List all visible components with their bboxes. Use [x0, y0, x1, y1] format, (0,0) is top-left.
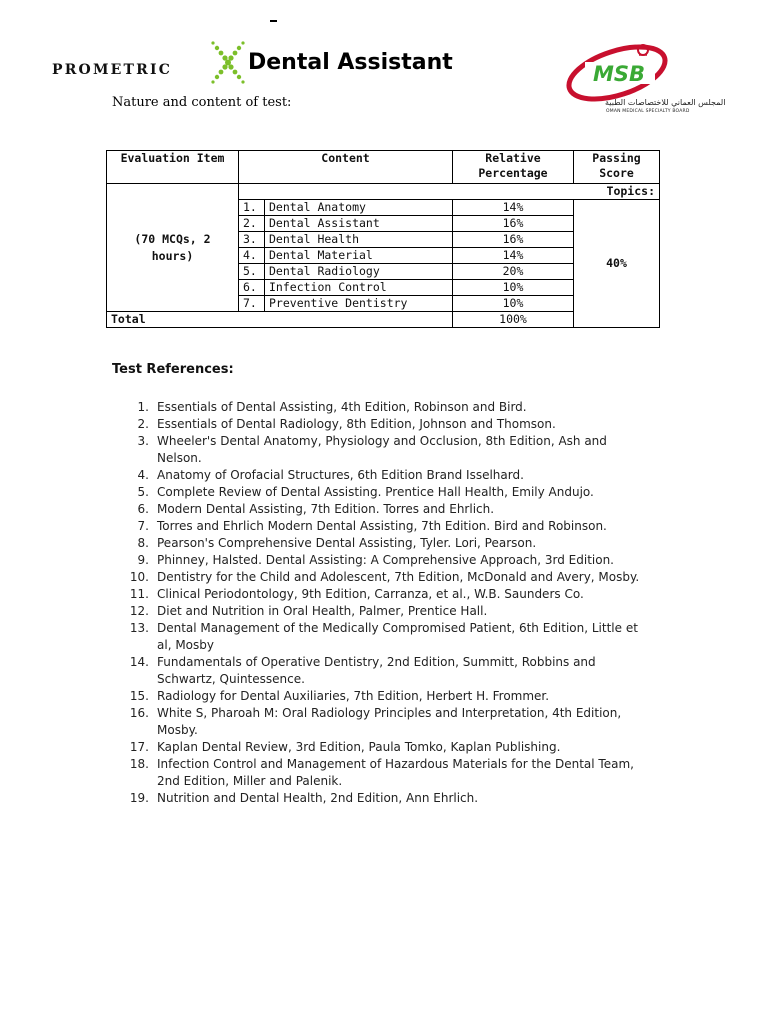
reference-text: Wheeler's Dental Anatomy, Physiology and Occlusion, 8th Edition, Ash and [157, 434, 607, 448]
msb-english-name: OMAN MEDICAL SPECIALTY BOARD [606, 109, 690, 114]
topic-percentage: 10% [453, 280, 574, 296]
reference-number: 1. [137, 400, 149, 414]
prometric-x-mark-icon [208, 40, 248, 85]
evaluation-table [106, 150, 660, 328]
header-relative-percentage: Relative Percentage [453, 151, 574, 184]
reference-number: 4. [137, 468, 149, 482]
header-evaluation-item: Evaluation Item [107, 151, 239, 184]
reference-number: 7. [137, 519, 149, 533]
topic-percentage: 16% [453, 232, 574, 248]
reference-text: Anatomy of Orofacial Structures, 6th Edition Brand Isselhard. [157, 468, 524, 482]
list-item [112, 467, 672, 484]
topic-content: Dental Radiology [265, 264, 453, 280]
reference-text: Fundamentals of Operative Dentistry, 2nd Edition, Summitt, Robbins and [157, 655, 596, 669]
references-heading: Test References: [112, 362, 234, 377]
reference-text: Phinney, Halsted. Dental Assisting: A Comprehensive Approach, 3rd Edition. [157, 553, 614, 567]
reference-number: 17. [129, 740, 149, 754]
list-item [112, 586, 672, 603]
list-item [112, 399, 672, 416]
nature-heading: Nature and content of test: [112, 95, 292, 110]
reference-number: 11. [129, 587, 149, 601]
topics-label: Topics: [239, 184, 660, 200]
list-item [112, 705, 672, 739]
topic-number: 3. [239, 232, 265, 248]
list-item [112, 518, 672, 535]
reference-number: 12. [129, 604, 149, 618]
msb-arabic-name: المجلس العماني للاختصاصات الطبية [605, 98, 726, 107]
topic-content: Infection Control [265, 280, 453, 296]
reference-number: 10. [129, 570, 149, 584]
list-item [112, 790, 672, 807]
reference-text: Complete Review of Dental Assisting. Prentice Hall Health, Emily Andujo. [157, 485, 594, 499]
prometric-logo: PROMETRIC [52, 62, 173, 78]
reference-number: 19. [129, 791, 149, 805]
list-item [112, 501, 672, 518]
topic-content: Dental Assistant [265, 216, 453, 232]
list-item [112, 552, 672, 569]
reference-text: Essentials of Dental Assisting, 4th Edition, Robinson and Bird. [157, 400, 527, 414]
topic-percentage: 14% [453, 248, 574, 264]
reference-number: 18. [129, 757, 149, 771]
reference-number: 2. [137, 417, 149, 431]
topic-percentage: 14% [453, 200, 574, 216]
topic-content: Dental Material [265, 248, 453, 264]
reference-text: Radiology for Dental Auxiliaries, 7th Edition, Herbert H. Frommer. [157, 689, 550, 703]
reference-text: Modern Dental Assisting, 7th Edition. Torres and Ehrlich. [157, 502, 495, 516]
list-item [112, 569, 672, 586]
header-passing-score: Passing Score [574, 151, 660, 184]
reference-number: 13. [129, 621, 149, 635]
msb-logo-text: MSB [592, 62, 646, 86]
reference-number: 16. [129, 706, 149, 720]
topic-number: 7. [239, 296, 265, 312]
reference-text: Clinical Periodontology, 9th Edition, Carranza, et al., W.B. Saunders Co. [157, 587, 584, 601]
reference-text: Pearson's Comprehensive Dental Assisting, Tyler. Lori, Pearson. [157, 536, 537, 550]
topic-content: Dental Anatomy [265, 200, 453, 216]
reference-text: Essentials of Dental Radiology, 8th Edition, Johnson and Thomson. [157, 417, 556, 431]
list-item [112, 739, 672, 756]
reference-text: Dentistry for the Child and Adolescent, 7th Edition, McDonald and Avery, Mosby. [157, 570, 640, 584]
list-item [112, 416, 672, 433]
list-item [112, 484, 672, 501]
reference-number: 8. [137, 536, 149, 550]
reference-text: Nelson. [157, 451, 202, 465]
table-header-row [107, 151, 660, 184]
reference-number: 15. [129, 689, 149, 703]
references-list [112, 399, 672, 807]
topics-row [107, 184, 660, 200]
topic-percentage: 10% [453, 296, 574, 312]
topic-number: 2. [239, 216, 265, 232]
reference-number: 14. [129, 655, 149, 669]
list-item [112, 756, 672, 790]
list-item [112, 603, 672, 620]
reference-text: Kaplan Dental Review, 3rd Edition, Paula Tomko, Kaplan Publishing. [157, 740, 561, 754]
reference-text: al, Mosby [157, 638, 214, 652]
topic-number: 6. [239, 280, 265, 296]
topic-number: 4. [239, 248, 265, 264]
list-item [112, 620, 672, 654]
reference-text: Infection Control and Management of Hazardous Materials for the Dental Team, [157, 757, 634, 771]
topic-content: Preventive Dentistry [265, 296, 453, 312]
topic-number: 5. [239, 264, 265, 280]
topic-content: Dental Health [265, 232, 453, 248]
reference-text: Torres and Ehrlich Modern Dental Assisting, 7th Edition. Bird and Robinson. [157, 519, 607, 533]
reference-number: 3. [137, 434, 149, 448]
reference-number: 5. [137, 485, 149, 499]
list-item [112, 688, 672, 705]
document-title: Dental Assistant [248, 50, 453, 75]
list-item [112, 535, 672, 552]
topic-percentage: 16% [453, 216, 574, 232]
reference-text: Schwartz, Quintessence. [157, 672, 305, 686]
passing-score-cell: 40% [574, 200, 660, 328]
reference-text: Nutrition and Dental Health, 2nd Edition, Ann Ehrlich. [157, 791, 479, 805]
list-item [112, 433, 672, 467]
reference-number: 9. [137, 553, 149, 567]
reference-text: Diet and Nutrition in Oral Health, Palmer, Prentice Hall. [157, 604, 488, 618]
corner-mark [270, 20, 277, 22]
total-label: Total [107, 312, 453, 328]
reference-number: 6. [137, 502, 149, 516]
list-item [112, 654, 672, 688]
reference-text: White S, Pharoah M: Oral Radiology Principles and Interpretation, 4th Edition, [157, 706, 622, 720]
topic-number: 1. [239, 200, 265, 216]
reference-text: 2nd Edition, Miller and Palenik. [157, 774, 343, 788]
reference-text: Dental Management of the Medically Compromised Patient, 6th Edition, Little et [157, 621, 638, 635]
header-content: Content [239, 151, 453, 184]
reference-text: Mosby. [157, 723, 198, 737]
topic-percentage: 20% [453, 264, 574, 280]
evaluation-item-cell: (70 MCQs, 2 hours) [107, 184, 239, 312]
total-percentage: 100% [453, 312, 574, 328]
